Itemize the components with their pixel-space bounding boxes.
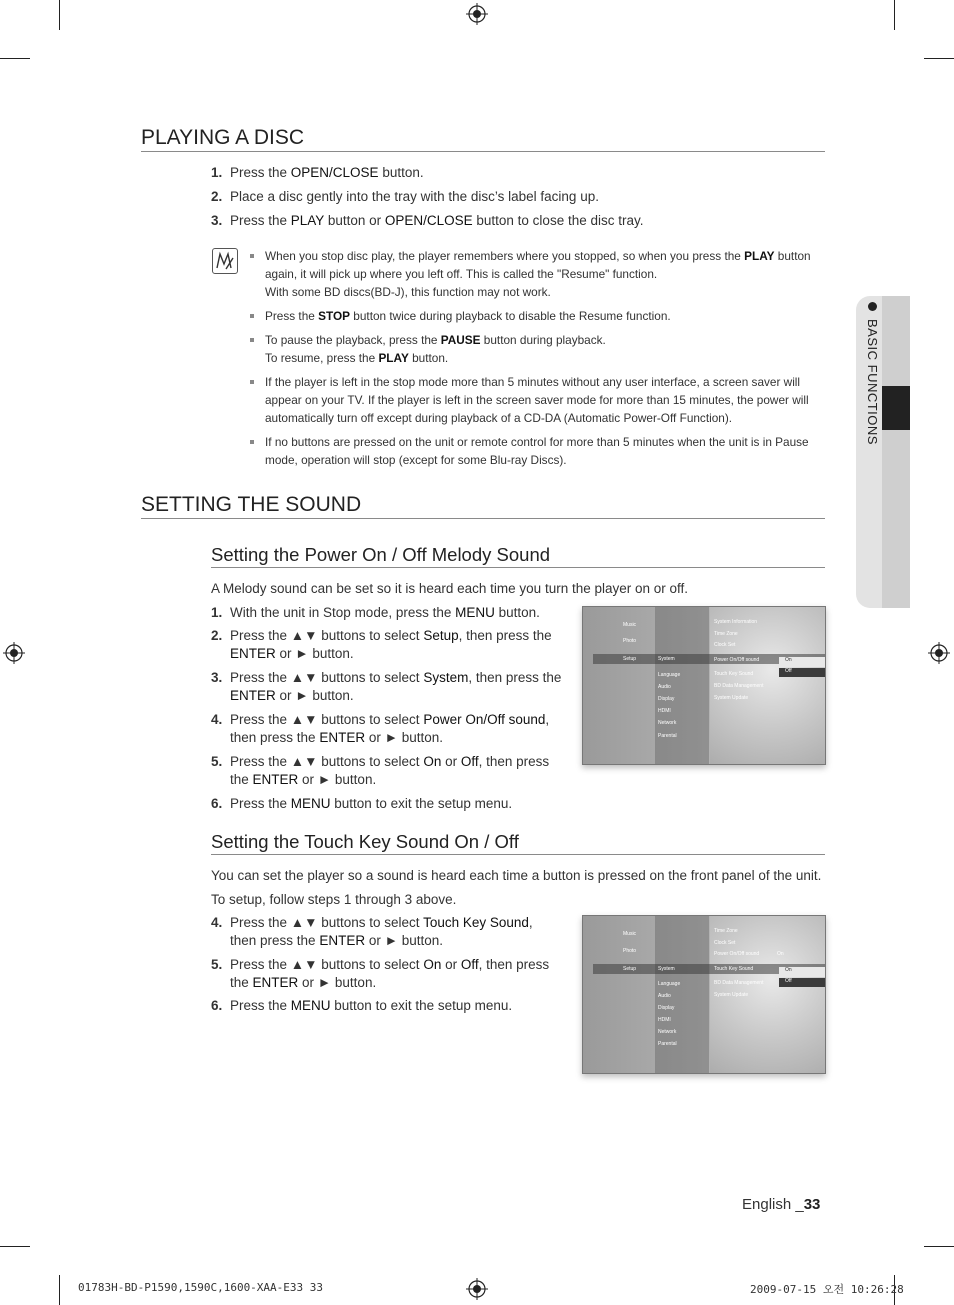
option-on: On (779, 967, 825, 977)
section-title-playing-a-disc: PLAYING A DISC (141, 126, 825, 152)
playing-steps (211, 164, 831, 230)
crop-mark (59, 0, 60, 30)
registration-mark-icon (928, 642, 950, 664)
note-item: If no buttons are pressed on the unit or remote control for more than 5 minutes when the unit is in Pause mode, operation will stop (except for some Blu-ray Discs). (248, 433, 813, 469)
step-item: 2. Place a disc gently into the tray with the disc’s label facing up. (211, 189, 599, 204)
note-item: Press the STOP button twice during playback to disable the Resume function. (248, 307, 813, 325)
option-off: Off (779, 978, 825, 987)
option-off: Off (779, 668, 825, 677)
note-list (248, 247, 813, 469)
registration-mark-icon (466, 3, 488, 25)
menu-photo: Photo (623, 638, 637, 644)
step-item: 2. Press the ▲▼ buttons to select Setup, then press the ENTER or ► button. (211, 628, 552, 661)
step-item: 5. Press the ▲▼ buttons to select On or Off, then press the ENTER or ► button. (211, 754, 550, 787)
note-item: If the player is left in the stop mode more than 5 minutes without any user interface, a screen saver will appear on your TV. If the player is left in the screen saver mode for more than 15 minutes, the power will automatically turn off except during playback of a CD-DA (Automatic Power-Off Function). (248, 373, 813, 427)
bullet-icon (868, 302, 877, 311)
submenu-system: System (658, 656, 675, 662)
crop-mark (894, 0, 895, 30)
menu-setup: Setup (623, 656, 637, 662)
crop-mark (0, 58, 30, 59)
melody-steps (211, 604, 576, 813)
page-number: English _33 (742, 1196, 821, 1213)
note-item: To pause the playback, press the PAUSE button during playback. To resume, press the PLAY button. (248, 331, 813, 367)
step-item: 4. Press the ▲▼ buttons to select Power On/Off sound, then press the ENTER or ► button. (211, 712, 550, 745)
crop-mark (0, 1246, 30, 1247)
print-footer-left: 01783H-BD-P1590,1590C,1600-XAA-E33 33 (78, 1281, 324, 1294)
touch-key-intro-2: To setup, follow steps 1 through 3 above. (211, 892, 457, 907)
setup-menu-screenshot-power-sound: Music Photo Setup System Language Audio Display HDMI Network Parental System Information Time Zone Clock Set Power On/Off sound Touch Key Sound BD Data Management System Update On Off (582, 606, 826, 765)
note-icon (212, 248, 238, 274)
touch-key-intro: You can set the player so a sound is heard each time a button is pressed on the front panel of the unit. (211, 868, 822, 883)
step-item: 3. Press the PLAY button or OPEN/CLOSE button to close the disc tray. (211, 213, 644, 228)
crop-mark (59, 1275, 60, 1305)
step-item: 5. Press the ▲▼ buttons to select On or Off, then press the ENTER or ► button. (211, 957, 550, 990)
chapter-tab (856, 296, 910, 608)
registration-mark-icon (3, 642, 25, 664)
melody-intro: A Melody sound can be set so it is heard each time you turn the player on or off. (211, 581, 689, 596)
step-item: 1. Press the OPEN/CLOSE button. (211, 165, 424, 180)
step-item: 4. Press the ▲▼ buttons to select Touch Key Sound, then press the ENTER or ► button. (211, 915, 533, 948)
crop-mark (924, 1246, 954, 1247)
subsection-title-melody-sound: Setting the Power On / Off Melody Sound (211, 544, 825, 568)
option-on: On (779, 657, 825, 667)
section-title-setting-the-sound: SETTING THE SOUND (141, 493, 825, 519)
crop-mark (924, 58, 954, 59)
registration-mark-icon (466, 1278, 488, 1300)
setup-menu-screenshot-touch-key: Music Photo Setup System Language Audio Display HDMI Network Parental Time Zone Clock Set Power On/Off sound On Touch Key Sound BD Data Management System Update On Off (582, 915, 826, 1074)
print-footer-right: 2009-07-15 오전 10:26:28 (750, 1283, 904, 1296)
option-power-sound: Power On/Off sound (714, 657, 760, 663)
step-item: 1. With the unit in Stop mode, press the MENU button. (211, 605, 540, 620)
touch-key-steps (211, 914, 576, 1015)
step-item: 3. Press the ▲▼ buttons to select System, then press the ENTER or ► button. (211, 670, 562, 703)
step-item: 6. Press the MENU button to exit the setup menu. (211, 796, 513, 811)
step-item: 6. Press the MENU button to exit the setup menu. (211, 998, 513, 1013)
menu-music: Music (623, 622, 637, 628)
subsection-title-touch-key-sound: Setting the Touch Key Sound On / Off (211, 831, 825, 855)
chapter-tab-label: BASIC FUNCTIONS (860, 302, 880, 445)
note-item: When you stop disc play, the player remembers where you stopped, so when you press the PLAY button again, it will pick up where you left off. This is called the "Resume" function. With some BD discs(BD-J), this function may not work. (248, 247, 813, 301)
